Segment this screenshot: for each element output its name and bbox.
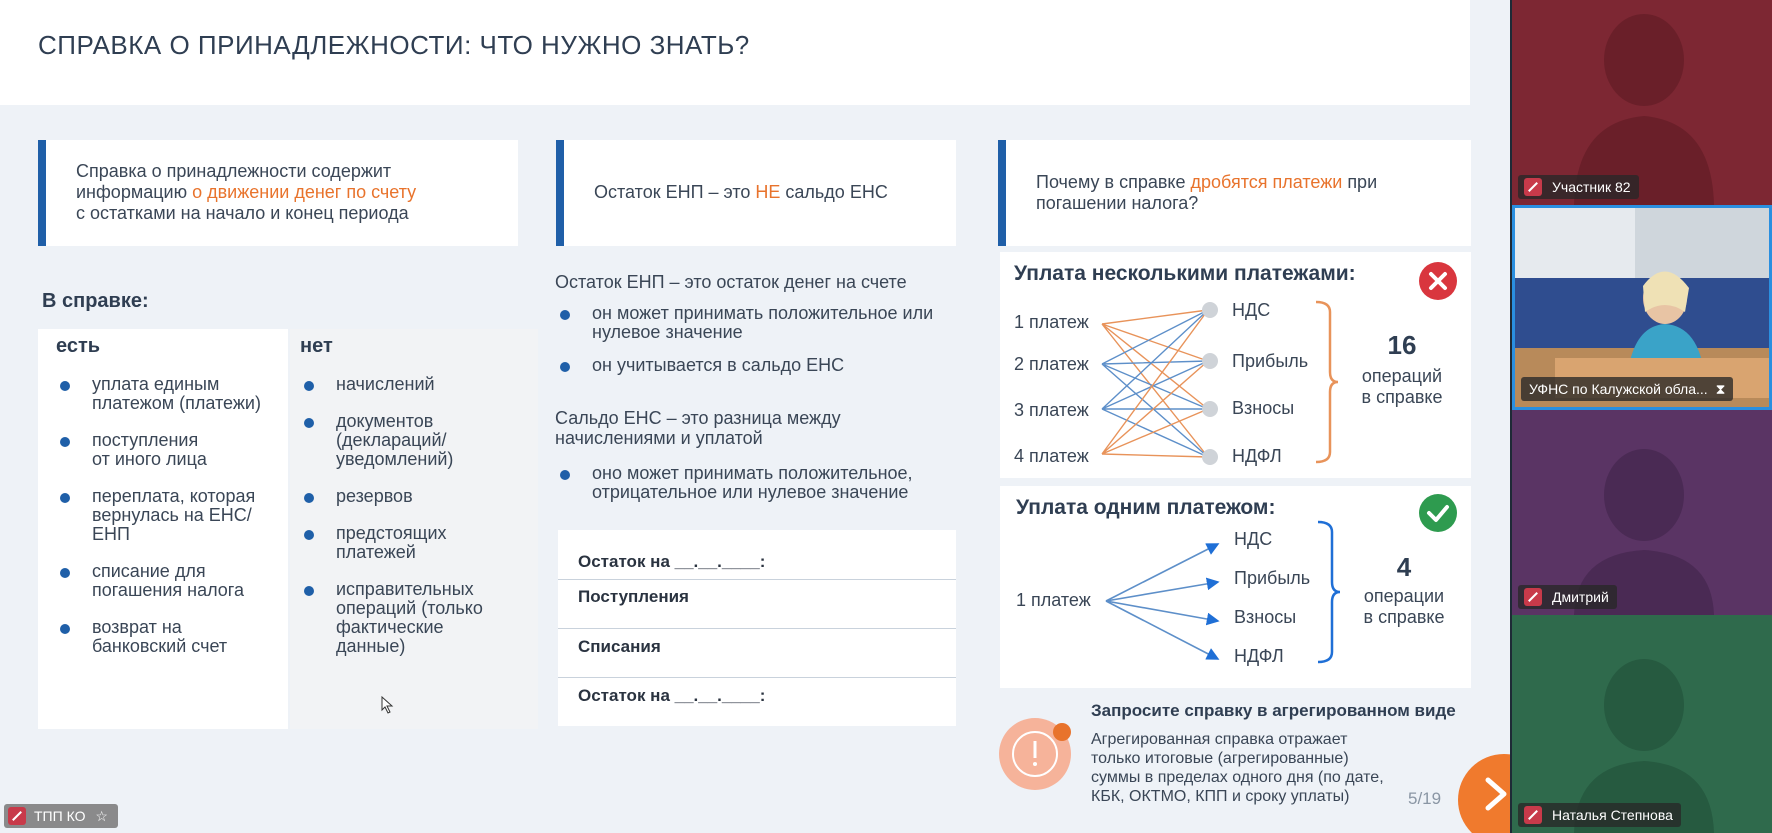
page-number: 5/19 — [1408, 789, 1442, 808]
card-enp-text: Остаток ЕНП – это НЕ сальдо ЕНС — [594, 182, 888, 202]
list-item: уплата единым платежом (платежи) — [56, 375, 261, 413]
mic-off-icon — [1524, 588, 1542, 606]
bullet-icon — [304, 381, 314, 391]
mic-off-icon — [8, 807, 26, 825]
payment-label: 1 платеж — [1016, 590, 1091, 610]
tax-label: НДФЛ — [1232, 446, 1282, 466]
tax-label: Взносы — [1232, 398, 1295, 418]
tax-label: Прибыль — [1234, 568, 1311, 588]
tax-label: НДС — [1232, 300, 1271, 320]
enp-definition: Остаток ЕНП – это остаток денег на счете — [555, 272, 907, 292]
participant-tile[interactable] — [1512, 0, 1772, 205]
info-title: Запросите справку в агрегированном виде — [1091, 701, 1456, 720]
mic-off-icon — [1524, 806, 1542, 824]
operations-count: 16 — [1387, 330, 1417, 360]
avatar-silhouette-icon — [1512, 615, 1772, 833]
tax-label: НДС — [1234, 529, 1273, 549]
participant-tile-active[interactable] — [1512, 205, 1772, 410]
participant-name-tag: Наталья Степнова — [1518, 803, 1681, 827]
bullet-icon — [304, 586, 314, 596]
table-row: Поступления — [578, 587, 689, 606]
yes-column — [38, 329, 288, 729]
participant-name-tag: УФНС по Калужской обла... ⧗ — [1521, 377, 1733, 401]
bullet-icon — [560, 470, 570, 480]
participant-tile[interactable] — [1512, 615, 1772, 833]
operations-count: 4 — [1396, 552, 1412, 582]
participant-tile[interactable] — [1512, 410, 1772, 615]
payment-label: 2 платеж — [1014, 354, 1089, 374]
list-item: переплата, которая вернулась на ЕНС/ ЕНП — [56, 487, 255, 544]
hourglass-icon: ⧗ — [1715, 381, 1726, 397]
bullet-icon — [560, 310, 570, 320]
single-payment-panel — [1000, 486, 1471, 688]
multi-payment-title: Уплата несколькими платежами: — [1014, 262, 1356, 285]
bullet-icon — [60, 493, 70, 503]
info-card-split — [998, 140, 1471, 246]
list-item: он может принимать положительное или нулевое значение — [556, 304, 933, 342]
yes-heading: есть — [56, 335, 101, 357]
participant-name-tag: Участник 82 — [1518, 175, 1639, 199]
in-report-heading: В справке: — [42, 290, 149, 312]
participant-name-tag: Дмитрий — [1518, 585, 1617, 609]
operations-caption: операции в справке — [1363, 586, 1445, 627]
ens-definition: Сальдо ЕНС – это разница между начислениями и уплатой — [555, 408, 841, 448]
no-column — [290, 329, 538, 729]
bullet-icon — [304, 530, 314, 540]
mouse-cursor-icon — [381, 696, 395, 714]
multi-payment-panel — [1000, 252, 1471, 478]
no-heading: нет — [300, 335, 333, 357]
table-row: Остаток на __.__.____: — [578, 686, 766, 705]
list-item: резервов — [300, 487, 413, 506]
list-item: оно может принимать положительное, отрицательное или нулевое значение — [556, 464, 913, 502]
chevron-right-icon — [1476, 774, 1510, 814]
tax-label: НДФЛ — [1234, 646, 1284, 666]
alert-icon — [998, 716, 1074, 792]
payment-label: 4 платеж — [1014, 446, 1089, 466]
single-payment-title: Уплата одним платежом: — [1016, 496, 1276, 519]
list-item: исправительных операций (только фактические данные) — [300, 580, 483, 656]
list-item: предстоящих платежей — [300, 524, 447, 562]
info-card-movement — [38, 140, 518, 246]
payment-label: 3 платеж — [1014, 400, 1089, 420]
list-item: начислений — [300, 375, 435, 394]
bullet-icon — [60, 624, 70, 634]
bullet-icon — [304, 418, 314, 428]
next-slide-button[interactable] — [1458, 754, 1510, 833]
table-row: Остаток на __.__.____: — [578, 552, 766, 571]
bullet-icon — [560, 362, 570, 372]
list-item: документов (деклараций/ уведомлений) — [300, 412, 453, 469]
presenter-tag — [4, 804, 118, 828]
list-item: поступления от иного лица — [56, 431, 207, 469]
card-movement-text: Справка о принадлежности содержит информацию о движении денег по счету с остатками на начало и конец периода — [76, 161, 417, 223]
tax-label: Прибыль — [1232, 351, 1309, 371]
info-card-enp — [556, 140, 956, 246]
slide-header — [0, 0, 1470, 105]
info-text: Агрегированная справка отражает только итоговые (агрегированные) суммы в пределах одного дня (по дате, КБК, ОКТМО, КПП и сроку уплаты) — [1091, 731, 1384, 805]
mic-off-icon — [1524, 178, 1542, 196]
pin-icon[interactable]: ☆ — [95, 808, 108, 824]
list-item: списание для погашения налога — [56, 562, 244, 600]
payment-label: 1 платеж — [1014, 312, 1089, 332]
balance-table — [558, 530, 956, 726]
bullet-icon — [304, 493, 314, 503]
table-row: Списания — [578, 637, 661, 656]
list-item: он учитывается в сальдо ЕНС — [556, 356, 844, 375]
list-item: возврат на банковский счет — [56, 618, 227, 656]
bullet-icon — [60, 437, 70, 447]
presenter-name: ТПП КО — [34, 808, 86, 824]
card-split-text: Почему в справке дробятся платежи при погашении налога? — [1036, 172, 1378, 213]
bullet-icon — [60, 381, 70, 391]
operations-caption: операций в справке — [1361, 366, 1443, 407]
bullet-icon — [60, 568, 70, 578]
slide-title: СПРАВКА О ПРИНАДЛЕЖНОСТИ: ЧТО НУЖНО ЗНАТЬ? — [38, 30, 750, 60]
tax-label: Взносы — [1234, 607, 1297, 627]
